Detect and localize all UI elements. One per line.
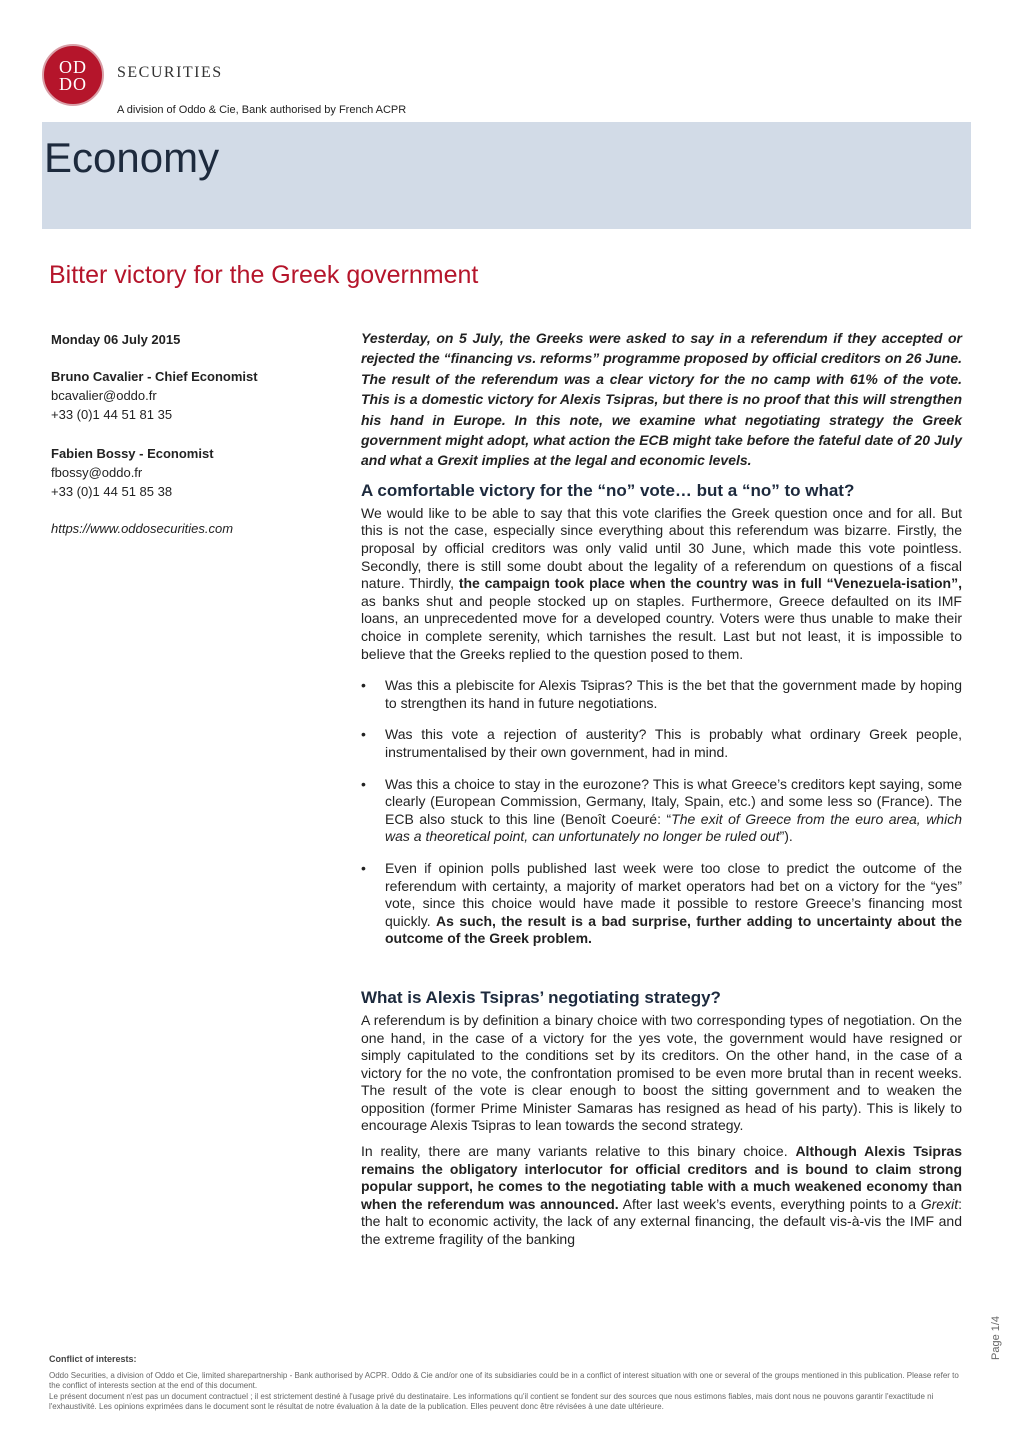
author-1-email[interactable]: bcavalier@oddo.fr xyxy=(51,388,157,403)
section-2-paragraph-1: A referendum is by definition a binary choice with two corresponding types of negotiation. On the one hand, in the case of a victory for the yes vote, the government would have resigned or simply capitulated to the conditions set by its creditors. On the other hand, in the case of a victory for the no vote, the confrontation promised to be even more brutal than in recent weeks. The result of the vote is clear enough to boost the sitting government and to weaken the opposition (former Prime Minister Samaras has resigned as head of his party). This is likely to encourage Alexis Tsipras to lean towards the second strategy. xyxy=(361,1011,962,1134)
section-1-heading: A comfortable victory for the “no” vote… but a “no” to what? xyxy=(361,480,855,500)
list-item: • Was this vote a rejection of austerity? This is probably what ordinary Greek people, instrumentalised by their own government, had in mind. xyxy=(361,726,962,761)
author-1-phone: +33 (0)1 44 51 81 35 xyxy=(51,407,173,422)
brand-name: SECURITIES xyxy=(117,64,223,81)
section-2-paragraph-2: In reality, there are many variants relative to this binary choice. Although Alexis Tsipras remains the obligatory interlocutor for official creditors and is bound to claim strong popular support, he comes to the negotiating table with a much weakened economy than when the referendum was announced. After last week’s events, everything points to a Grexit: the halt to economic activity, the lack of any external financing, the default vis-à-vis the IMF and the extreme fragility of the banking xyxy=(361,1143,962,1248)
section-1-paragraph: We would like to be able to say that this vote clarifies the Greek question once and for all. But this is not the case, especially since everything about this referendum was bizarre. Firstly, the proposal by official creditors was only valid until 30 June, which made this vote pointless. Secondly, there is still some doubt about the legality of a referendum on questions of a fiscal nature. Thirdly, the campaign took place when the country was in full “Venezuela-isation”, as banks shut and people stocked up on staples. Furthermore, Greece defaulted on its IMF loans, an unprecedented move for a developed country. Voters were thus unable to make their choice in complete serenity, which tarnishes the result. Last but not least, it is impossible to believe that the Greeks replied to the question posed to them. xyxy=(361,504,962,662)
division-note: A division of Oddo & Cie, Bank authorised by French ACPR xyxy=(117,104,407,116)
oddo-logo xyxy=(42,44,104,106)
publication-date: Monday 06 July 2015 xyxy=(51,332,181,347)
logo-line-1: OD xyxy=(59,57,87,77)
footer-heading: Conflict of interests: xyxy=(49,1354,137,1364)
question-list xyxy=(361,677,962,948)
list-item: • Was this a choice to stay in the eurozone? This is what Greece’s creditors kept saying, some clearly (European Commission, Germany, Italy, Spain, etc.) and some less so (France). The ECB also stuck to this line (Benoît Coeuré: “The exit of Greece from the euro area, which was a theoretical point, can unfortunately no longer be ruled out”). xyxy=(361,776,962,846)
list-item: • Even if opinion polls published last week were too close to predict the outcome of the referendum with certainty, a majority of market operators had bet on a victory for the “yes” vote, since this choice would have made it possible to restore Greece’s financing most quickly. As such, the result is a bad surprise, further adding to uncertainty about the outcome of the Greek problem. xyxy=(361,860,962,948)
footer-line-french: Le présent document n'est pas un document contractuel ; il est strictement destiné à l'usage privé du destinataire. Les informations qu'il contient se fondent sur des sources que nous estimons fiables, mais dont nous ne pouvons garantir l'exactitude ni l'exhaustivité. Les opinions exprimées dans le document sont le résultat de notre évaluation à la date de la publication. Elles peuvent donc être révisées à une date ultérieure. xyxy=(49,1391,934,1411)
document-title: Bitter victory for the Greek government xyxy=(49,261,479,289)
page-number: Page 1/4 xyxy=(990,1315,1002,1360)
author-sidebar xyxy=(51,330,341,538)
section-banner xyxy=(42,122,971,229)
website-link[interactable]: https://www.oddosecurities.com xyxy=(51,521,234,536)
logo-line-2: DO xyxy=(59,74,87,94)
main-content xyxy=(361,328,962,1257)
intro-paragraph: Yesterday, on 5 July, the Greeks were asked to say in a referendum if they accepted or rejected the “financing vs. reforms” programme proposed by official creditors on 26 June. The result of the referendum was a clear victory for the no camp with 61% of the vote. This is a domestic victory for Alexis Tsipras, but there is no proof that this will strengthen his hand in Europe. In this note, we examine what negotiating strategy the Greek government might adopt, what action the ECB might take before the fateful date of 20 July and what a Grexit implies at the legal and economic levels. xyxy=(361,330,962,469)
author-1-name: Bruno Cavalier - Chief Economist xyxy=(51,369,258,384)
author-2-name: Fabien Bossy - Economist xyxy=(51,446,214,461)
author-2-phone: +33 (0)1 44 51 85 38 xyxy=(51,484,173,499)
list-item: • Was this a plebiscite for Alexis Tsipras? This is the bet that the government made by hoping to strengthen its hand in future negotiations. xyxy=(361,677,962,712)
disclaimer-footer xyxy=(49,1354,971,1413)
banner-title: Economy xyxy=(44,134,220,181)
author-2-email[interactable]: fbossy@oddo.fr xyxy=(51,465,143,480)
section-2-heading: What is Alexis Tsipras’ negotiating strategy? xyxy=(361,987,721,1007)
footer-line-english: Oddo Securities, a division of Oddo et Cie, limited sharepartnership - Bank authorised by ACPR. Oddo & Cie and/or one of its subsidiaries could be in a conflict of interest situation with one or several of the groups mentioned in this publication. Please refer to the conflict of interests section at the end of this document. xyxy=(49,1370,959,1390)
